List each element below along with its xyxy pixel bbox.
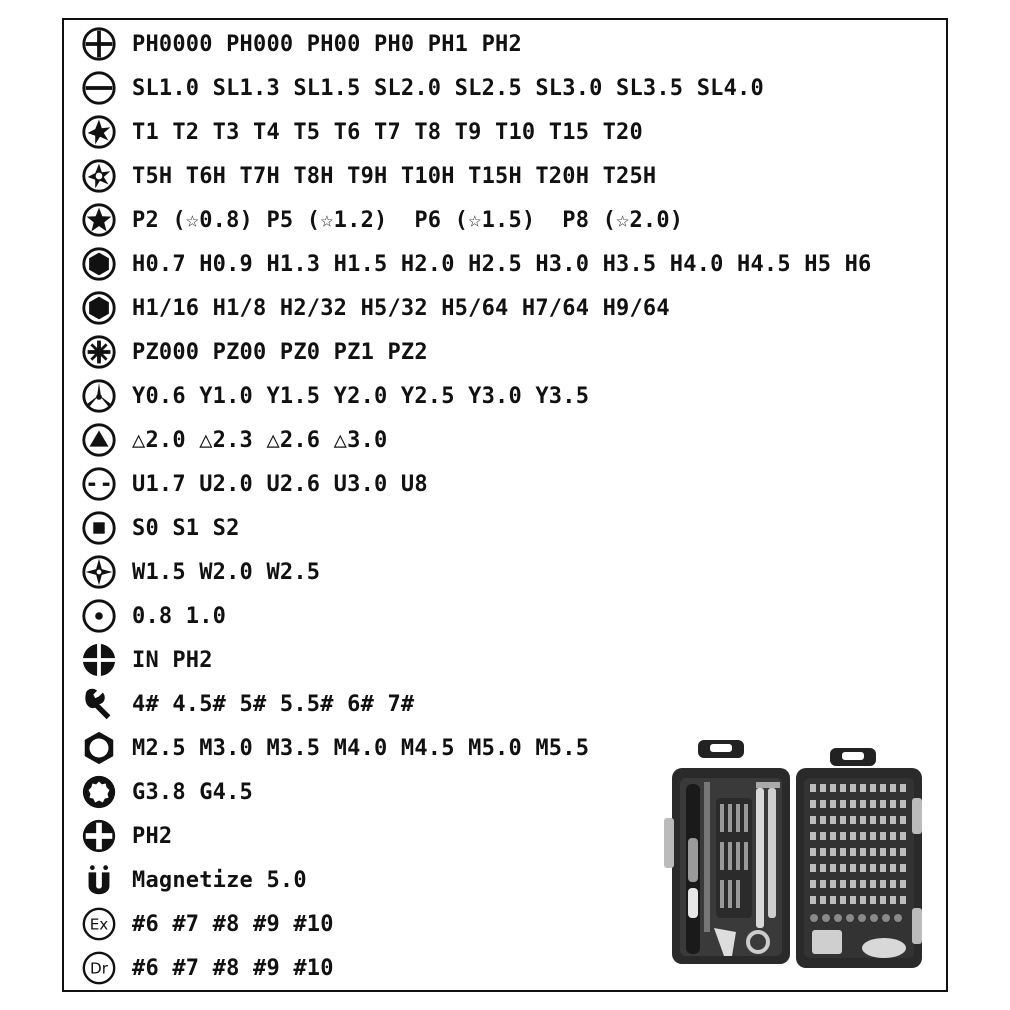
list-item (80, 772, 253, 812)
list-item (80, 244, 871, 284)
torx-icon (80, 113, 118, 151)
list-item-label: H1/16 H1/8 H2/32 H5/32 H5/64 H7/64 H9/64 (132, 295, 670, 321)
list-item-label: P2 (☆0.8) P5 (☆1.2) P6 (☆1.5) P8 (☆2.0) (132, 207, 684, 233)
list-item-label: PH2 (132, 823, 173, 849)
list-item-label: PZ000 PZ00 PZ0 PZ1 PZ2 (132, 339, 428, 365)
slotted-icon (80, 69, 118, 107)
list-item (80, 376, 589, 416)
list-item (80, 684, 414, 724)
list-item (80, 156, 656, 196)
list-item (80, 332, 428, 372)
list-item (80, 464, 428, 504)
cross-in-icon (80, 641, 118, 679)
list-item (80, 552, 320, 592)
list-item (80, 288, 670, 328)
list-item-label: Y0.6 Y1.0 Y1.5 Y2.0 Y2.5 Y3.0 Y3.5 (132, 383, 590, 409)
list-item-label: G3.8 G4.5 (132, 779, 254, 805)
square-icon (80, 509, 118, 547)
u-shape-icon (80, 465, 118, 503)
list-item (80, 200, 683, 240)
triangle-icon (80, 421, 118, 459)
list-item-label: PH0000 PH000 PH00 PH0 PH1 PH2 (132, 31, 522, 57)
svg-text:Dr: Dr (90, 959, 108, 978)
list-item-label: #6 #7 #8 #9 #10 (132, 955, 334, 981)
list-item-label: 0.8 1.0 (132, 603, 227, 629)
cross-bold-icon (80, 817, 118, 855)
list-item-label: SL1.0 SL1.3 SL1.5 SL2.0 SL2.5 SL3.0 SL3.5 SL4.0 (132, 75, 764, 101)
wrench-icon (80, 685, 118, 723)
list-item (80, 640, 213, 680)
four-wing-icon (80, 553, 118, 591)
list-item (80, 112, 643, 152)
list-item-label: #6 #7 #8 #9 #10 (132, 911, 334, 937)
list-item (80, 728, 589, 768)
list-item-label: IN PH2 (132, 647, 213, 673)
list-item (80, 420, 387, 460)
magnet-icon (80, 861, 118, 899)
svg-text:Ex: Ex (89, 915, 109, 934)
pentalobe-icon (80, 201, 118, 239)
list-item-label: S0 S1 S2 (132, 515, 240, 541)
tri-wing-icon (80, 377, 118, 415)
list-item-label: △2.0 △2.3 △2.6 △3.0 (132, 427, 388, 453)
list-item-label: T1 T2 T3 T4 T5 T6 T7 T8 T9 T10 T15 T20 (132, 119, 643, 145)
extractor-icon (80, 905, 118, 943)
toolkit-case-image (662, 738, 934, 974)
list-item (80, 816, 172, 856)
list-item-label: 4# 4.5# 5# 5.5# 6# 7# (132, 691, 415, 717)
list-item-label: H0.7 H0.9 H1.3 H1.5 H2.0 H2.5 H3.0 H3.5 H4.0 H4.5 H5 H6 (132, 251, 872, 277)
hex-socket-icon (80, 729, 118, 767)
pozidriv-icon (80, 333, 118, 371)
list-item (80, 24, 522, 64)
list-item-label: W1.5 W2.0 W2.5 (132, 559, 321, 585)
list-item-label: U1.7 U2.0 U2.6 U3.0 U8 (132, 471, 428, 497)
list-item-label: Magnetize 5.0 (132, 867, 307, 893)
torx-security-icon (80, 157, 118, 195)
phillips-icon (80, 25, 118, 63)
gear-socket-icon (80, 773, 118, 811)
list-item (80, 508, 240, 548)
list-item (80, 948, 334, 988)
list-item (80, 596, 226, 636)
list-item (80, 860, 307, 900)
hex-imperial-icon (80, 289, 118, 327)
list-item (80, 68, 764, 108)
drill-icon (80, 949, 118, 987)
hex-metric-icon (80, 245, 118, 283)
pin-icon (80, 597, 118, 635)
list-item-label: M2.5 M3.0 M3.5 M4.0 M4.5 M5.0 M5.5 (132, 735, 590, 761)
list-item (80, 904, 334, 944)
list-item-label: T5H T6H T7H T8H T9H T10H T15H T20H T25H (132, 163, 657, 189)
